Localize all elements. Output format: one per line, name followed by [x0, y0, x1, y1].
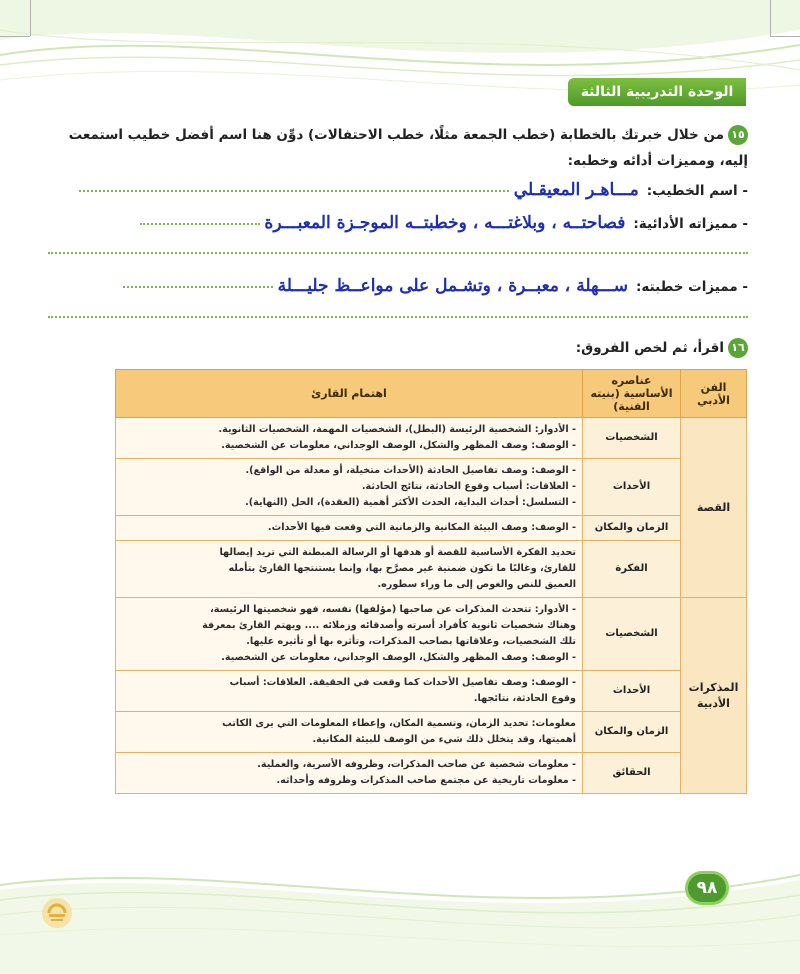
answer-dotted-line: [48, 308, 748, 318]
table-row: [116, 418, 747, 459]
performance-label: - مميزاته الأدائية:: [633, 216, 748, 232]
performance-answer: فصاحتــه ، وبلاغتـــه ، وخطبتــه الموجـزة المعبـــرة: [264, 213, 626, 233]
description-cell: [116, 516, 583, 541]
speaker-label: - اسم الخطيب:: [646, 183, 748, 199]
description-cell: [116, 753, 583, 794]
header-basic-elements: عناصره الأساسية (بنيته الفنية): [583, 370, 681, 418]
description-line: - التسلسل: أحداث البداية، الحدث الأكثر أهمية (العقدة)، الحل (النهاية).: [245, 497, 576, 508]
speaker-answer: مـــاهـر المعيقـلي: [513, 180, 639, 200]
description-line: وقوع الحادثة، نتائجها.: [473, 693, 576, 704]
description-line: معلومات: تحديد الزمان، وتسمية المكان، وإعطاء المعلومات التي يرى الكاتب: [222, 718, 576, 729]
element-cell: الزمان والمكان: [583, 516, 681, 541]
description-line: - الأدوار: تتحدث المذكرات عن صاحبها (مؤلفها) نفسه، فهو شخصيتها الرئيسة،: [210, 604, 576, 615]
description-line: - الوصف: وصف البيئة المكانية والزمانية التي وقعت فيها الأحداث.: [267, 522, 576, 533]
art-memoirs: المذكرات الأدبية: [681, 598, 747, 794]
speech-label: - مميزات خطبته:: [635, 279, 748, 295]
table-row: [116, 671, 747, 712]
header-reader-interest: اهتمام القارئ: [116, 370, 583, 418]
description-line: للقارئ، وغالبًا ما تكون ضمنية غير مصرَّح بها، وإنما يستنتجها القارئ بتأمله: [228, 563, 576, 574]
table-row: [116, 753, 747, 794]
element-cell: الحقائق: [583, 753, 681, 794]
description-line: أهميتها، وقد يتخلل ذلك شيء من الوصف للبيئة المكانية.: [312, 734, 576, 745]
question-16: [576, 338, 748, 358]
crop-mark: [770, 36, 800, 37]
table-row: [116, 598, 747, 671]
crop-mark: [770, 0, 771, 36]
question-15: [48, 122, 748, 174]
publisher-logo-icon: [40, 896, 74, 930]
table-row: [116, 541, 747, 598]
question-text-line1: من خلال خبرتك بالخطابة (خطب الجمعة مثلًا، خطب الاحتفالات) دوِّن هنا اسم أفضل خطيب استمعت: [68, 127, 724, 143]
description-cell: [116, 541, 583, 598]
answer-dotted-line: [79, 190, 509, 192]
header-literary-art: الفن الأدبي: [681, 370, 747, 418]
speaker-answer-row: [48, 176, 748, 204]
description-line: العميق للنص والغوص إلى ما وراء سطوره.: [377, 579, 576, 590]
description-cell: [116, 598, 583, 671]
element-cell: الشخصيات: [583, 418, 681, 459]
description-line: - الوصف: وصف تفاصيل الحادثة (الأحداث متخيلة، أو معدلة من الواقع).: [245, 465, 576, 476]
description-line: وهناك شخصيات ثانوية كأفراد أسرته وأصدقائه وزملائه .... ويهتم القارئ بمعرفة: [202, 620, 576, 631]
description-cell: [116, 712, 583, 753]
table-row: [116, 516, 747, 541]
speech-answer: ســـهلة ، معبــرة ، وتشـمل على مواعــظ جليـــلة: [277, 276, 628, 296]
speech-answer-row: [48, 272, 748, 300]
description-line: - الأدوار: الشخصية الرئيسة (البطل)، الشخصيات المهمة، الشخصيات الثانوية.: [218, 424, 576, 435]
table-row: [116, 712, 747, 753]
comparison-table: [115, 369, 747, 794]
element-cell: الأحداث: [583, 671, 681, 712]
element-cell: الفكرة: [583, 541, 681, 598]
element-cell: الزمان والمكان: [583, 712, 681, 753]
description-cell: [116, 671, 583, 712]
question-number-badge: ١٦: [728, 338, 748, 358]
table-header-row: [116, 370, 747, 418]
question-16-text: اقرأ، ثم لخص الفروق:: [575, 340, 724, 356]
table-row: [116, 459, 747, 516]
description-line: - الوصف: وصف المظهر والشكل، الوصف الوجداني، معلومات عن الشخصية.: [221, 440, 576, 451]
element-cell: الأحداث: [583, 459, 681, 516]
description-line: تحديد الفكرة الأساسية للقصة أو هدفها أو الرسالة المبطنة التي تريد إيصالها: [219, 547, 576, 558]
description-line: تلك الشخصيات، وعلاقاتها بصاحب المذكرات، وتأثره بها أو تأثيره عليها.: [246, 636, 576, 647]
description-line: - الوصف: وصف المظهر والشكل، الوصف الوجداني، معلومات عن الشخصية.: [221, 652, 576, 663]
bottom-decorative-wave: [0, 840, 800, 974]
comparison-table-wrapper: [115, 369, 747, 794]
art-story: القصة: [681, 418, 747, 598]
crop-mark: [30, 0, 31, 36]
unit-title-banner: الوحدة التدريبية الثالثة: [568, 78, 746, 106]
question-number-badge: ١٥: [728, 125, 748, 145]
crop-mark: [0, 36, 30, 37]
description-cell: [116, 459, 583, 516]
description-line: - الوصف: وصف تفاصيل الأحداث كما وقعت في الحقيقة. العلاقات: أسباب: [229, 677, 576, 688]
description-line: - العلاقات: أسباب وقوع الحادثة، نتائج الحادثة.: [361, 481, 576, 492]
performance-answer-row: [48, 209, 748, 237]
element-cell: الشخصيات: [583, 598, 681, 671]
description-line: - معلومات تاريخية عن مجتمع صاحب المذكرات وظروفه وأحداثه.: [276, 775, 576, 786]
answer-dotted-line: [123, 286, 273, 288]
description-line: - معلومات شخصية عن صاحب المذكرات، وظروفه الأسرية، والعملية.: [257, 759, 576, 770]
question-text-line2: إليه، ومميزات أدائه وخطبه:: [567, 153, 748, 169]
answer-dotted-line: [140, 223, 260, 225]
page-number-badge: ٩٨: [685, 871, 729, 905]
answer-dotted-line: [48, 244, 748, 254]
description-cell: [116, 418, 583, 459]
